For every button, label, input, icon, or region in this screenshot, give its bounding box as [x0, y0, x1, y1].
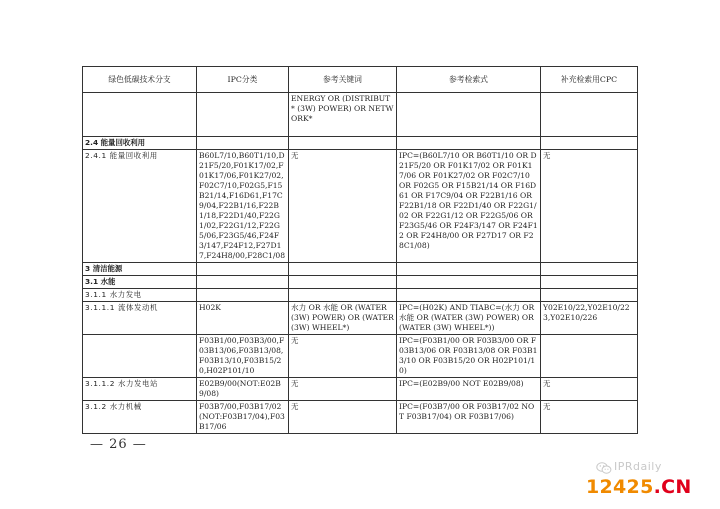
cell-ipc — [197, 93, 289, 137]
cell-keywords: 无 — [289, 378, 397, 401]
empty-cell — [289, 137, 397, 150]
cell-keywords: 水力 OR 水能 OR (WATER (3W) POWER) OR (WATER (3W) WHEEL*) — [289, 302, 397, 335]
page-number: — 26 — — [90, 437, 147, 452]
cell-branch: 2.4.1 能量回收利用 — [83, 150, 197, 263]
cell-cpc: 无 — [541, 401, 638, 434]
cell-cpc — [541, 335, 638, 378]
table-row — [83, 335, 638, 378]
empty-cell — [289, 289, 397, 302]
cell-query: IPC=(H02K) AND TIABC=(水力 OR 水能 OR (WATER (3W) POWER) OR (WATER (3W) WHEEL*)) — [397, 302, 541, 335]
table-row — [83, 378, 638, 401]
empty-cell — [397, 137, 541, 150]
empty-cell — [541, 263, 638, 276]
empty-cell — [197, 289, 289, 302]
empty-cell — [541, 289, 638, 302]
section-3-title: 3 清洁能源 — [83, 263, 197, 276]
table-row — [83, 302, 638, 335]
site-watermark — [586, 476, 692, 498]
cell-branch: 3.1.1.2 水力发电站 — [83, 378, 197, 401]
ipc-classification-table — [82, 66, 638, 434]
cell-keywords: 无 — [289, 401, 397, 434]
cell-query: IPC=(F03B7/00 OR F03B17/02 NOT F03B17/04) OR F03B17/06) — [397, 401, 541, 434]
cell-ipc: F03B1/00,F03B3/00,F03B13/06,F03B13/08,F03B13/10,F03B15/20,H02P101/10 — [197, 335, 289, 378]
cell-branch — [83, 93, 197, 137]
section-3-1-title: 3.1 水能 — [83, 276, 197, 289]
table-row — [83, 401, 638, 434]
section-row — [83, 276, 638, 289]
section-row — [83, 263, 638, 276]
cell-cpc: 无 — [541, 150, 638, 263]
section-row — [83, 137, 638, 150]
site-number: 12425 — [586, 476, 654, 498]
header-query: 参考检索式 — [397, 67, 541, 93]
cell-keywords: ENERGY OR (DISTRIBUT* (3W) POWER) OR NETWORK* — [289, 93, 397, 137]
cell-branch: 3.1.2 水力机械 — [83, 401, 197, 434]
empty-cell — [197, 263, 289, 276]
empty-cell — [397, 276, 541, 289]
cell-cpc: Y02E10/22,Y02E10/223,Y02E10/226 — [541, 302, 638, 335]
cell-ipc: H02K — [197, 302, 289, 335]
cell-cpc — [541, 93, 638, 137]
empty-cell — [397, 289, 541, 302]
site-domain: .CN — [653, 476, 692, 498]
empty-cell — [197, 276, 289, 289]
cell-cpc: 无 — [541, 378, 638, 401]
empty-cell — [541, 276, 638, 289]
cell-query — [397, 93, 541, 137]
section-row — [83, 289, 638, 302]
header-keywords: 参考关键词 — [289, 67, 397, 93]
empty-cell — [289, 276, 397, 289]
header-cpc: 补充检索用CPC — [541, 67, 638, 93]
cell-ipc: B60L7/10,B60T1/10,D21F5/20,F01K17/02,F01K17/06,F01K27/02,F02C7/10,F02G5,F15B21/14,F16D61,F17C9/04,F22B1/16,F22B1/18,F22D1/40,F22G1/02,F22G1/12,F22G5/06,F23G5/46,F24F3/147,F24F12,F27D17,F24H8/00,F28C1/08 — [197, 150, 289, 263]
table-row — [83, 93, 638, 137]
empty-cell — [289, 263, 397, 276]
cell-branch: 3.1.1.1 流体发动机 — [83, 302, 197, 335]
empty-cell — [197, 137, 289, 150]
cell-query: IPC=(E02B9/00 NOT E02B9/08) — [397, 378, 541, 401]
empty-cell — [397, 263, 541, 276]
wechat-icon — [596, 461, 612, 475]
cell-keywords: 无 — [289, 335, 397, 378]
section-3-1-1-title: 3.1.1 水力发电 — [83, 289, 197, 302]
cell-query: IPC=(B60L7/10 OR B60T1/10 OR D21F5/20 OR F01K17/02 OR F01K17/06 OR F01K27/02 OR F02C7/10 OR F02G5 OR F15B21/14 OR F16D61 OR F17C9/04 OR F22B1/16 OR F22B1/18 OR F22D1/40 OR F22G1/02 OR F22G1/12 OR F22G5/06 OR F23G5/46 OR F24F3/147 OR F24F12 OR F24H8/00 OR F27D17 OR F28C1/08) — [397, 150, 541, 263]
cell-query: IPC=(F03B1/00 OR F03B3/00 OR F03B13/06 OR F03B13/08 OR F03B13/10 OR F03B15/20 OR H02P101/10) — [397, 335, 541, 378]
table-row — [83, 150, 638, 263]
cell-ipc: F03B7/00,F03B17/02(NOT:F03B17/04),F03B17/06 — [197, 401, 289, 434]
cell-ipc: E02B9/00(NOT:E02B9/08) — [197, 378, 289, 401]
empty-cell — [541, 137, 638, 150]
watermark-account: IPRdaily — [614, 460, 662, 473]
cell-keywords: 无 — [289, 150, 397, 263]
header-branch: 绿色低碳技术分支 — [83, 67, 197, 93]
section-2-4-title: 2.4 能量回收利用 — [83, 137, 197, 150]
header-ipc: IPC分类 — [197, 67, 289, 93]
cell-branch — [83, 335, 197, 378]
table-header-row — [83, 67, 638, 93]
